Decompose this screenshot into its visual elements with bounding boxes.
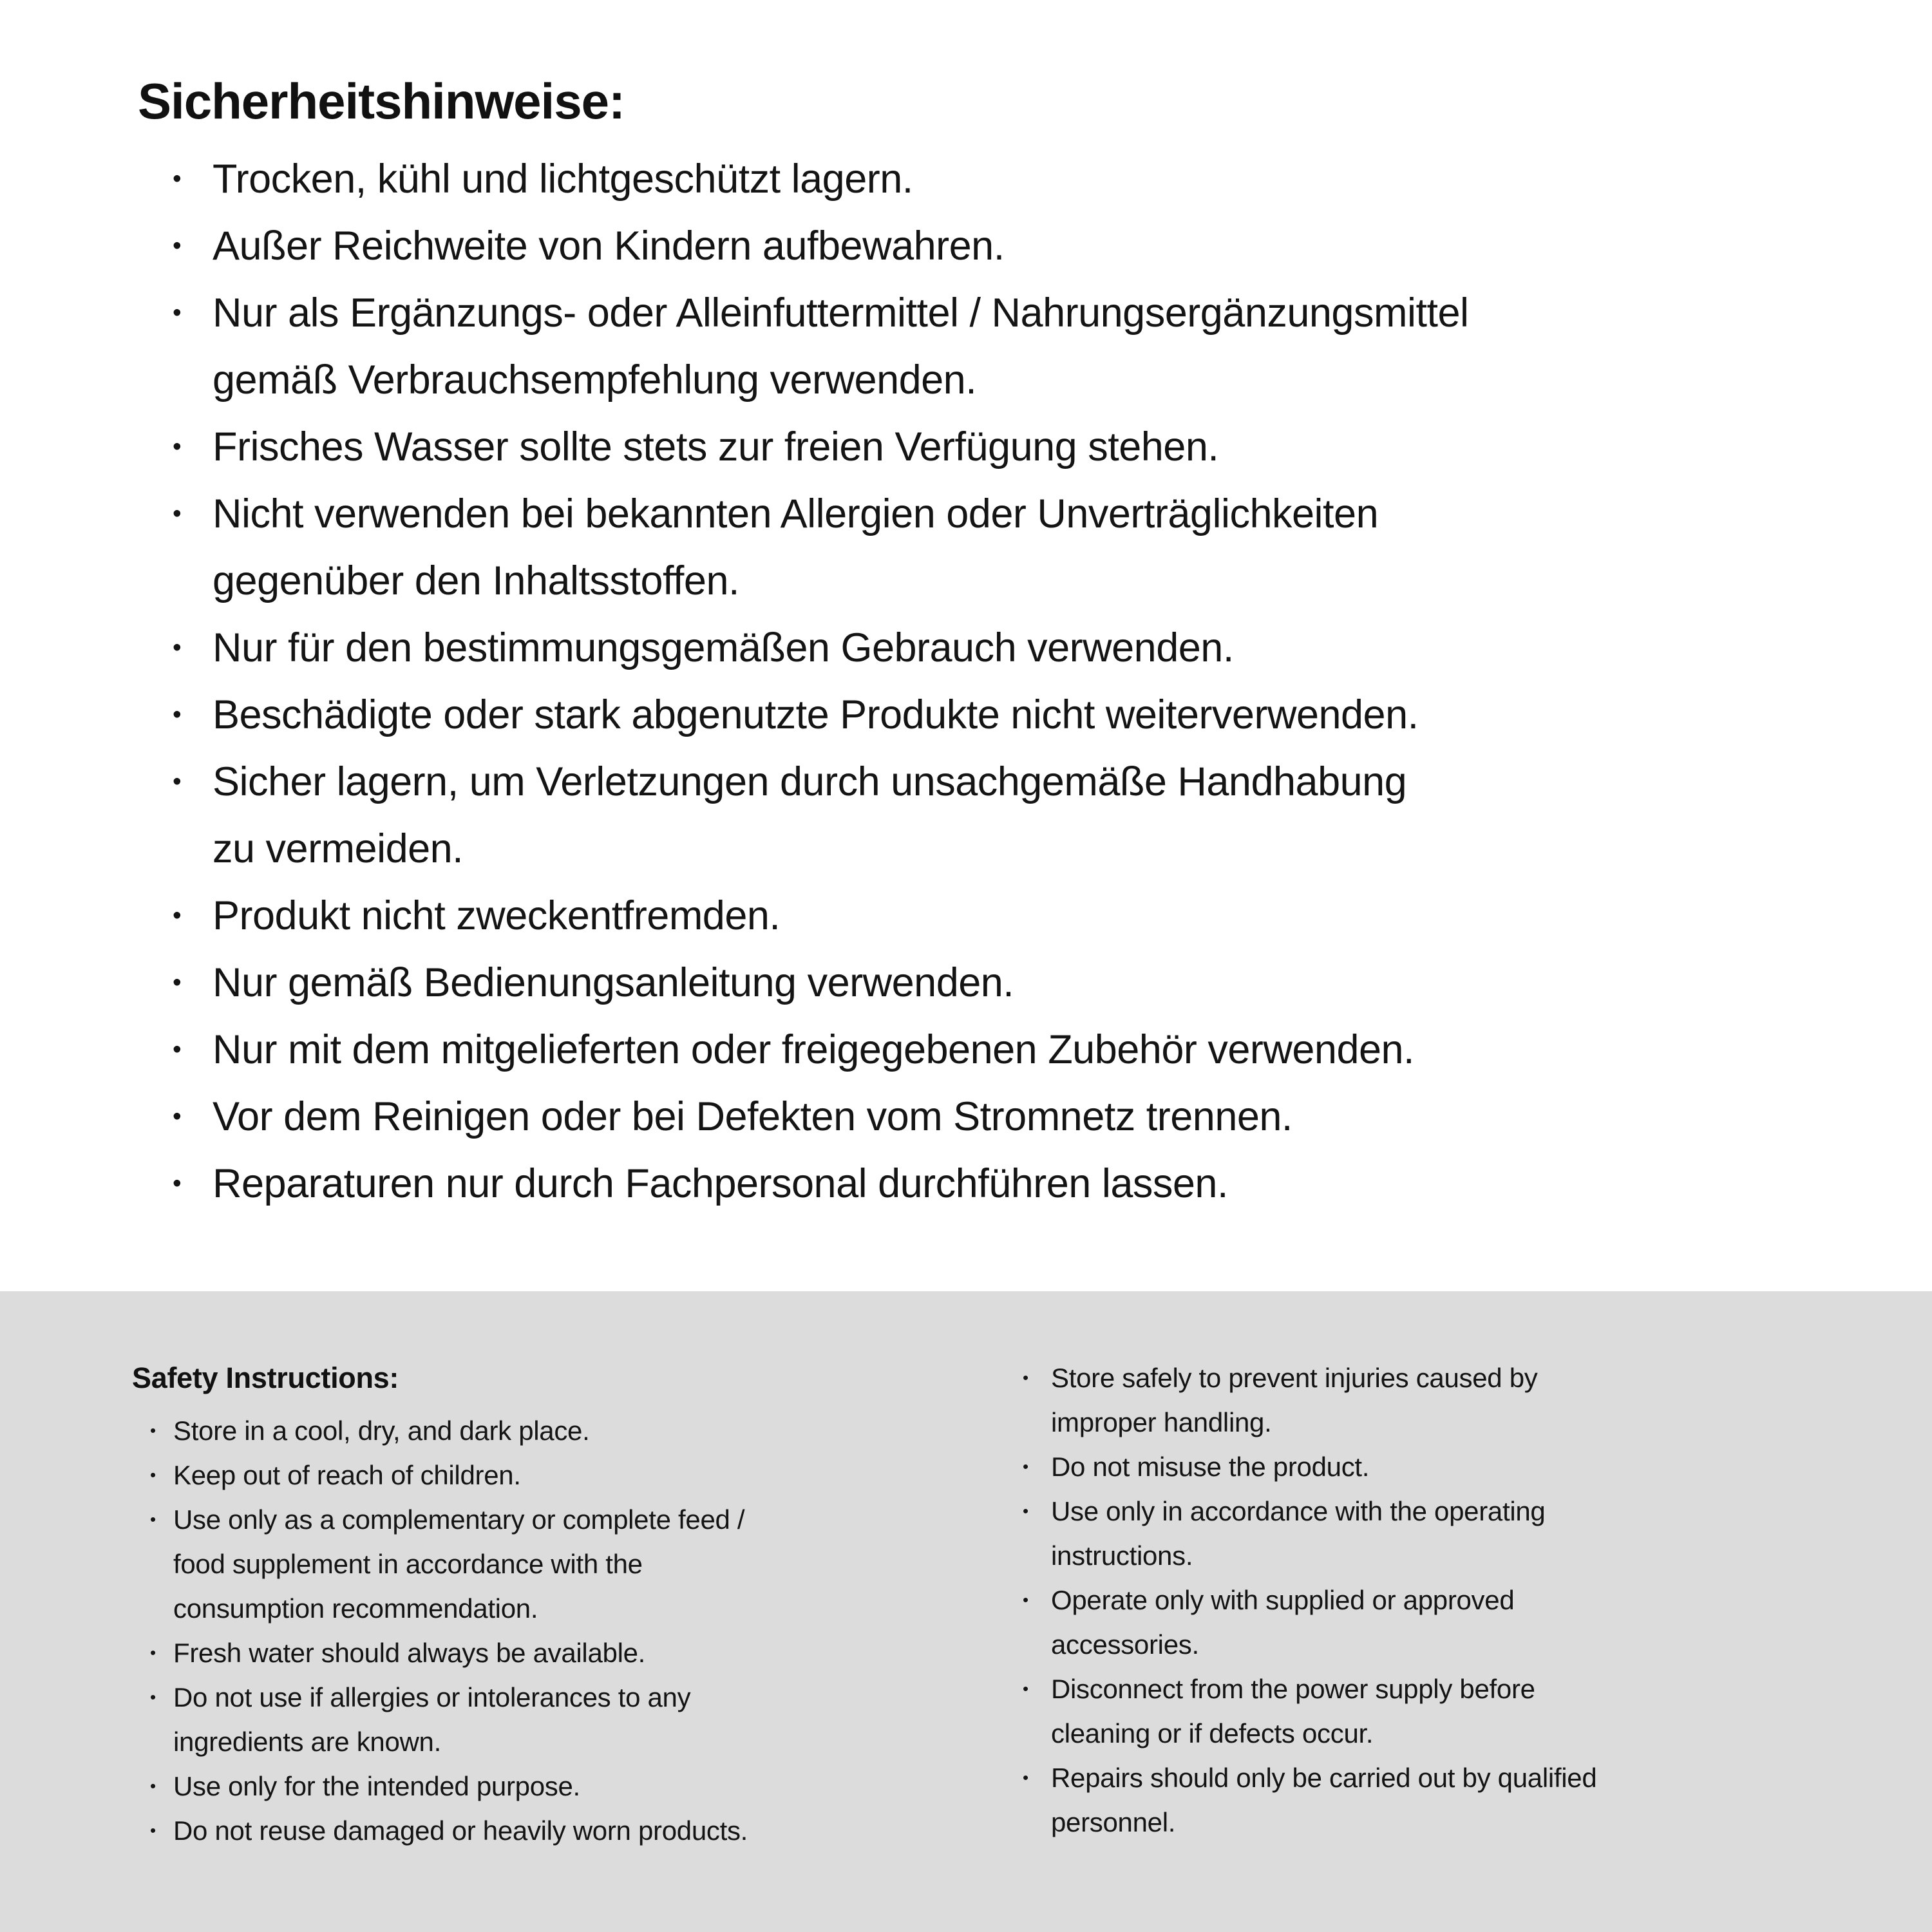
- bullet-text-line: Operate only with supplied or approved: [1051, 1585, 1515, 1615]
- list-item: [173, 213, 1855, 279]
- bullet-text: [213, 213, 1855, 279]
- bullet-text-line: Reparaturen nur durch Fachpersonal durchführen lassen.: [213, 1161, 1228, 1206]
- bullet-marker: •: [173, 768, 182, 795]
- bullet-text-line: Nur gemäß Bedienungsanleitung verwenden.: [213, 960, 1014, 1005]
- bullet-text-line: cleaning or if defects occur.: [1051, 1718, 1374, 1748]
- english-left-bullet-list: [150, 1408, 1023, 1853]
- list-item: [173, 279, 1855, 413]
- list-item: [150, 1453, 1023, 1497]
- bullet-marker: •: [150, 1687, 156, 1707]
- bullet-text: [1051, 1356, 1893, 1444]
- bullet-marker: •: [150, 1776, 156, 1795]
- bullet-text-line: instructions.: [1051, 1540, 1193, 1571]
- bullet-text-line: Do not reuse damaged or heavily worn products.: [173, 1815, 748, 1846]
- bullet-text: [173, 1453, 1023, 1497]
- bullet-text-line: Außer Reichweite von Kindern aufbewahren.: [213, 223, 1005, 269]
- bullet-marker: •: [1023, 1501, 1028, 1520]
- list-item: [150, 1497, 1023, 1631]
- english-left-column: [132, 1356, 1023, 1853]
- bullet-marker: •: [173, 1036, 182, 1063]
- list-item: [1023, 1489, 1893, 1578]
- bullet-text-line: Nur mit dem mitgelieferten oder freigegebenen Zubehör verwenden.: [213, 1027, 1415, 1072]
- list-item: [173, 882, 1855, 949]
- bullet-text-line: Frisches Wasser sollte stets zur freien Verfügung stehen.: [213, 424, 1219, 469]
- list-item: [150, 1675, 1023, 1764]
- bullet-text-line: gegenüber den Inhaltsstoffen.: [213, 558, 740, 603]
- bullet-text: [173, 1764, 1023, 1808]
- german-section-title: Sicherheitshinweise:: [138, 73, 625, 129]
- bullet-marker: •: [173, 1103, 182, 1130]
- bullet-marker: •: [173, 165, 182, 193]
- bullet-marker: •: [173, 634, 182, 661]
- bullet-text-line: Use only for the intended purpose.: [173, 1771, 580, 1801]
- bullet-marker: •: [173, 299, 182, 327]
- bullet-marker: •: [173, 433, 182, 460]
- bullet-text: [213, 146, 1855, 213]
- bullet-text-line: Use only as a complementary or complete feed /: [173, 1504, 745, 1535]
- list-item: [173, 681, 1855, 748]
- english-right-column: [1023, 1356, 1893, 1844]
- list-item: [150, 1408, 1023, 1453]
- bullet-text-line: improper handling.: [1051, 1407, 1272, 1437]
- bullet-text: [173, 1808, 1023, 1853]
- bullet-text-line: Nicht verwenden bei bekannten Allergien oder Unverträglichkeiten: [213, 491, 1379, 536]
- bullet-text: [213, 614, 1855, 681]
- german-safety-bullet-list: [173, 146, 1855, 1217]
- bullet-text-line: consumption recommendation.: [173, 1593, 538, 1624]
- list-item: [150, 1764, 1023, 1808]
- list-item: [1023, 1667, 1893, 1756]
- bullet-text-line: Do not use if allergies or intolerances to any: [173, 1682, 691, 1712]
- bullet-text: [173, 1408, 1023, 1453]
- bullet-text: [1051, 1489, 1893, 1578]
- list-item: [173, 413, 1855, 480]
- bullet-text-line: Do not misuse the product.: [1051, 1452, 1370, 1482]
- list-item: [173, 614, 1855, 681]
- list-item: [1023, 1444, 1893, 1489]
- english-safety-section: [0, 1291, 1932, 1932]
- bullet-text: [213, 681, 1855, 748]
- bullet-text: [1051, 1444, 1893, 1489]
- bullet-text-line: Disconnect from the power supply before: [1051, 1674, 1535, 1704]
- bullet-marker: •: [1023, 1457, 1028, 1476]
- bullet-text: [213, 949, 1855, 1016]
- list-item: [150, 1631, 1023, 1675]
- bullet-text-line: Beschädigte oder stark abgenutzte Produkte nicht weiterverwenden.: [213, 692, 1419, 737]
- bullet-text-line: zu vermeiden.: [213, 826, 464, 871]
- bullet-text: [213, 413, 1855, 480]
- list-item: [173, 949, 1855, 1016]
- bullet-text: [213, 1016, 1855, 1083]
- bullet-text: [1051, 1578, 1893, 1667]
- bullet-text-line: Vor dem Reinigen oder bei Defekten vom Stromnetz trennen.: [213, 1094, 1293, 1139]
- bullet-text: [1051, 1756, 1893, 1844]
- bullet-text: [213, 480, 1855, 614]
- list-item: [173, 1016, 1855, 1083]
- bullet-text-line: Fresh water should always be available.: [173, 1638, 646, 1668]
- bullet-text-line: accessories.: [1051, 1629, 1199, 1660]
- bullet-text: [173, 1497, 1023, 1631]
- english-section-title: Safety Instructions:: [132, 1361, 399, 1394]
- bullet-text-line: Sicher lagern, um Verletzungen durch unsachgemäße Handhabung: [213, 759, 1407, 804]
- bullet-marker: •: [150, 1510, 156, 1529]
- bullet-marker: •: [173, 902, 182, 929]
- bullet-text: [213, 1083, 1855, 1150]
- bullet-text-line: Repairs should only be carried out by qualified: [1051, 1763, 1597, 1793]
- bullet-marker: •: [173, 500, 182, 527]
- bullet-text-line: Produkt nicht zweckentfremden.: [213, 893, 781, 938]
- bullet-marker: •: [1023, 1590, 1028, 1609]
- bullet-text-line: gemäß Verbrauchsempfehlung verwenden.: [213, 357, 977, 402]
- bullet-text-line: personnel.: [1051, 1807, 1176, 1837]
- list-item: [1023, 1756, 1893, 1844]
- bullet-marker: •: [150, 1421, 156, 1440]
- bullet-text-line: Trocken, kühl und lichtgeschützt lagern.: [213, 156, 913, 202]
- bullet-text: [173, 1675, 1023, 1764]
- bullet-marker: •: [173, 701, 182, 728]
- bullet-marker: •: [173, 969, 182, 996]
- bullet-marker: •: [150, 1821, 156, 1840]
- bullet-marker: •: [173, 232, 182, 260]
- bullet-text-line: ingredients are known.: [173, 1727, 441, 1757]
- bullet-text-line: Store safely to prevent injuries caused by: [1051, 1363, 1538, 1393]
- bullet-text: [213, 882, 1855, 949]
- list-item: [1023, 1578, 1893, 1667]
- bullet-text: [213, 748, 1855, 882]
- bullet-text-line: food supplement in accordance with the: [173, 1549, 643, 1579]
- bullet-text-line: Store in a cool, dry, and dark place.: [173, 1416, 590, 1446]
- bullet-text: [213, 279, 1855, 413]
- list-item: [173, 1083, 1855, 1150]
- list-item: [1023, 1356, 1893, 1444]
- bullet-marker: •: [173, 1170, 182, 1197]
- bullet-marker: •: [150, 1465, 156, 1484]
- bullet-text: [173, 1631, 1023, 1675]
- list-item: [150, 1808, 1023, 1853]
- bullet-text-line: Nur als Ergänzungs- oder Alleinfuttermittel / Nahrungsergänzungsmittel: [213, 290, 1469, 336]
- bullet-marker: •: [1023, 1768, 1028, 1787]
- bullet-text: [1051, 1667, 1893, 1756]
- bullet-marker: •: [1023, 1679, 1028, 1698]
- bullet-marker: •: [150, 1643, 156, 1662]
- list-item: [173, 1150, 1855, 1217]
- list-item: [173, 480, 1855, 614]
- bullet-text-line: Nur für den bestimmungsgemäßen Gebrauch verwenden.: [213, 625, 1234, 670]
- list-item: [173, 748, 1855, 882]
- bullet-text-line: Use only in accordance with the operating: [1051, 1496, 1546, 1526]
- bullet-text: [213, 1150, 1855, 1217]
- english-right-bullet-list: [1023, 1356, 1893, 1844]
- bullet-text-line: Keep out of reach of children.: [173, 1460, 521, 1490]
- list-item: [173, 146, 1855, 213]
- bullet-marker: •: [1023, 1368, 1028, 1387]
